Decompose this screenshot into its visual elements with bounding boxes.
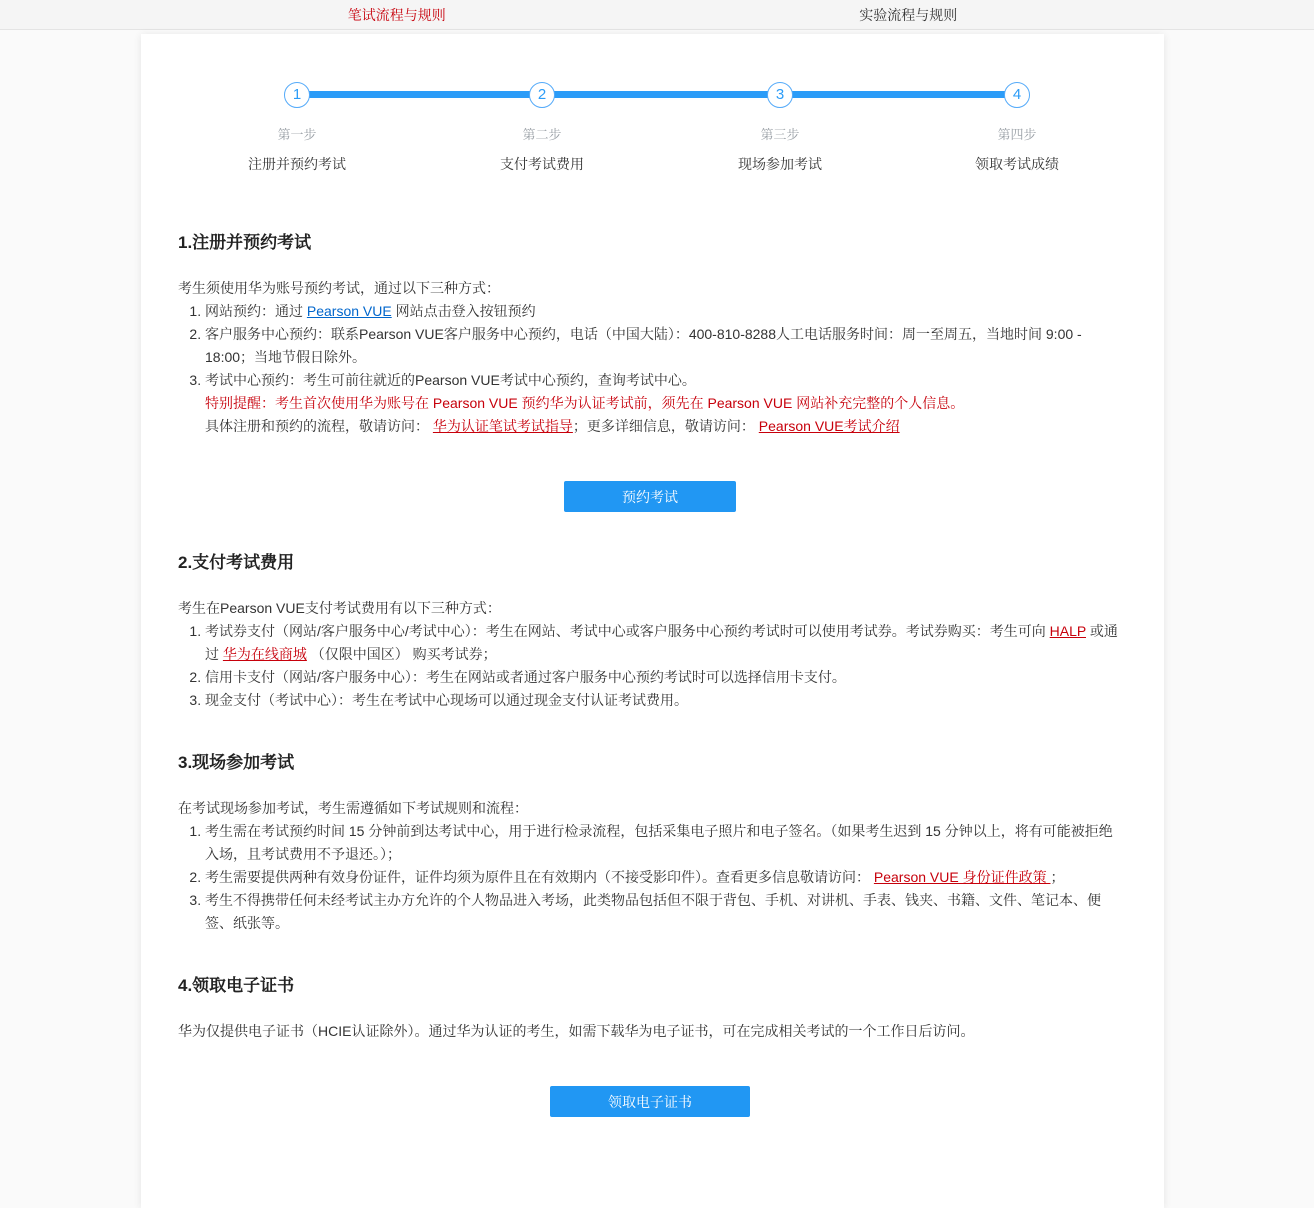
text-run: 华为仅提供电子证书（HCIE认证除外）。通过华为认证的考生，如需下载华为电子证书，可在完成相关考试的一个工作日后访问。 <box>178 1023 975 1039</box>
id-policy-link[interactable]: Pearson VUE 身份证件政策 <box>873 869 1051 885</box>
process-card <box>141 34 1164 1208</box>
book-exam-button[interactable]: 预约考试 <box>564 481 736 512</box>
huawei-online-store-link[interactable]: 华为在线商城 <box>222 646 307 662</box>
section-heading: 3.现场参加考试 <box>178 753 295 772</box>
pearson-vue-link[interactable]: Pearson VUE <box>306 303 392 319</box>
tabs-inner <box>141 0 1164 29</box>
section-list <box>178 300 1122 392</box>
sections-container <box>141 228 1164 1117</box>
text-run: ； <box>1050 869 1065 885</box>
step-3 <box>680 82 880 174</box>
highlight-text: 特别提醒：考生首次使用华为账号在 Pearson VUE 预约华为认证考试前，须先在 Pearson VUE 网站补充完整的个人信息。 <box>205 395 965 411</box>
list-item <box>205 323 1122 369</box>
list-item <box>205 369 1122 392</box>
step-title: 支付考试费用 <box>500 156 584 172</box>
tab-written-exam-process[interactable]: 笔试流程与规则 <box>347 6 446 23</box>
step-2 <box>442 82 642 174</box>
section-intro <box>178 1020 1122 1043</box>
text-run: 信用卡支付（网站/客户服务中心）：考生在网站或者通过客户服务中心预约考试时可以选择信用卡支付。 <box>205 669 846 685</box>
note-line <box>205 392 1122 415</box>
step-title: 注册并预约考试 <box>248 156 346 172</box>
text-run: （仅限中国区） 购买考试券； <box>306 646 497 662</box>
text-run: 考生需在考试预约时间 15 分钟前到达考试中心，用于进行检录流程，包括采集电子照片和电子签名。（如果考生迟到 15 分钟以上，将有可能被拒绝入场，且考试费用不予退还。）； <box>205 823 1113 862</box>
section-certificate <box>178 971 1122 1117</box>
list-item <box>205 300 1122 323</box>
stepper-progress-line <box>291 91 1023 98</box>
text-run: 具体注册和预约的流程，敬请访问： <box>205 418 433 434</box>
list-item <box>205 866 1122 889</box>
exam-steps-stepper <box>141 82 1164 178</box>
step-index-label: 第四步 <box>997 127 1037 142</box>
step-title: 领取考试成绩 <box>975 156 1059 172</box>
text-run: ；更多详细信息，敬请访问： <box>572 418 759 434</box>
text-run: 考试券支付（网站/客户服务中心/考试中心）：考生在网站、考试中心或客户服务中心预约考试时可以使用考试券。考试券购买：考生可向 <box>205 623 1050 639</box>
section-heading: 4.领取电子证书 <box>178 976 295 995</box>
pearson-vue-exam-intro-link[interactable]: Pearson VUE考试介绍 <box>758 418 900 434</box>
step-number-badge: 3 <box>767 82 793 108</box>
step-index-label: 第二步 <box>522 127 562 142</box>
top-tabs-bar <box>0 0 1314 30</box>
text-run: 考生须使用华为账号预约考试，通过以下三种方式： <box>178 280 500 296</box>
section-heading: 1.注册并预约考试 <box>178 233 312 252</box>
note-line <box>205 415 1122 438</box>
text-run: 网站点击登入按钮预约 <box>391 303 536 319</box>
list-item <box>205 666 1122 689</box>
text-run: 考生需要提供两种有效身份证件，证件均须为原件且在有效期内（不接受影印件）。查看更多信息敬请访问： <box>205 869 874 885</box>
text-run: 或通过 <box>205 623 1118 662</box>
section-pay <box>178 548 1122 712</box>
halp-link[interactable]: HALP <box>1049 623 1086 639</box>
text-run: 网站预约：通过 <box>205 303 307 319</box>
section-notes <box>178 392 1122 438</box>
text-run: 考生不得携带任何未经考试主办方允许的个人物品进入考场，此类物品包括但不限于背包、手机、对讲机、手表、钱夹、书籍、文件、笔记本、便签、纸张等。 <box>205 892 1101 931</box>
list-item <box>205 620 1122 666</box>
list-item <box>205 689 1122 712</box>
tab-lab-exam-process[interactable]: 实验流程与规则 <box>859 6 958 23</box>
section-intro <box>178 277 1122 300</box>
text-run: 现金支付（考试中心）：考生在考试中心现场可以通过现金支付认证考试费用。 <box>205 692 688 708</box>
text-run: 考生在Pearson VUE支付考试费用有以下三种方式： <box>178 600 501 616</box>
list-item <box>205 820 1122 866</box>
section-list <box>178 820 1122 935</box>
section-register <box>178 228 1122 512</box>
step-index-label: 第三步 <box>760 127 800 142</box>
step-4 <box>917 82 1117 174</box>
step-number-badge: 2 <box>529 82 555 108</box>
text-run: 考试中心预约：考生可前往就近的Pearson VUE考试中心预约，查询考试中心。 <box>205 372 696 388</box>
step-title: 现场参加考试 <box>738 156 822 172</box>
section-intro <box>178 797 1122 820</box>
step-index-label: 第一步 <box>277 127 317 142</box>
text-run: 在考试现场参加考试，考生需遵循如下考试规则和流程： <box>178 800 528 816</box>
section-list <box>178 620 1122 712</box>
text-run: 客户服务中心预约：联系Pearson VUE客户服务中心预约，电话（中国大陆）：400-810-8288人工电话服务时间：周一至周五，当地时间 9:00 - 18:00；当地节假日除外。 <box>205 326 1082 365</box>
section-intro <box>178 597 1122 620</box>
section-attend <box>178 748 1122 935</box>
get-certificate-button[interactable]: 领取电子证书 <box>550 1086 750 1117</box>
step-1 <box>197 82 397 174</box>
step-number-badge: 4 <box>1004 82 1030 108</box>
list-item <box>205 889 1122 935</box>
step-number-badge: 1 <box>284 82 310 108</box>
section-heading: 2.支付考试费用 <box>178 553 295 572</box>
written-exam-guide-link[interactable]: 华为认证笔试考试指导 <box>432 418 573 434</box>
